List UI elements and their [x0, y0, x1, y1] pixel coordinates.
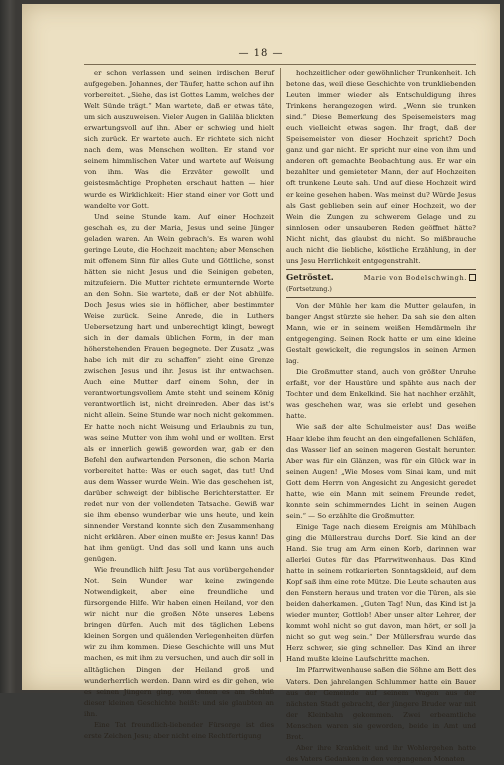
page-number: — 18 — — [238, 48, 284, 59]
left-column — [84, 68, 274, 742]
paragraph: Die Großmutter stand, auch von größter Unruhe erfaßt, vor der Haustüre und spähte aus nach der Tochter und dem Enkelkind. Sie hat nachher erzählt, was geschehen war, was sie erlebt und gesehen hatte. — [286, 368, 476, 421]
paragraph: er schon verlassen und seinen irdischen Beruf aufgegeben. Johannes, der Täufer, hatte schon auf ihn vorbereitet. „Siehe, das ist Gottes Lamm, welches der Welt Sünde trägt.“ Man wartete, daß er etwas täte, um sich auszuweisen. Vieler Augen in Galiläa blickten erwartungsvoll auf ihn. Aber er schwieg und hielt sich zurück. Er wartete auch. Er richtete sich nicht nach dem, was Menschen wollten. Er stand vor seinem himmlischen Vater und wartete auf Weisung von ihm. Was die Erzväter gewollt und geistesmächtige Propheten erschaut hatten — hier wurde es Wirklichkeit: Hier stand einer vor Gott und wandelte vor Gott. — [84, 69, 274, 210]
author-name: Marie von Bodelschwingh. — [363, 273, 467, 282]
paragraph: Und seine Stunde kam. Auf einer Hochzeit geschah es, zu der Maria, Jesus und seine Jünger geladen waren. An Wein gebrach's. Es waren wohl geringe Leute, die Hochzeit machten; aber Menschen mit offenem Sinn für alles Gute und Göttliche, sonst hätten sie nicht Jesus und die Seinigen gebeten, mitzufeiern. Die Mutter richtete ermunternde Worte an den Sohn. Sie wartete, daß er der Not abhülfe. Doch Jesus wies sie in höflicher, aber bestimmter Weise zurück. Seine Anrede, die in Luthers Uebersetzung hart und unberechtigt klingt, bewegt sich in der damals üblichen Form, in der man höherstehenden Frauen begegnete. Der Zusatz „was habe ich mit dir zu schaffen“ zieht eine Grenze zwischen Jesus und ihr. Jesus ist ihr entwachsen. Auch eine Mutter darf einem Sohn, der in verantwortungsvollem Amte steht und seinem König verantwortlich ist, nicht dreinreden. Aber das ist's nicht allein. Seine Stunde war noch nicht gekommen. Er hatte noch nicht Weisung und Erlaubnis zu tun, was seine Mutter von ihm wohl und er wollten. Erst als er innerlich gewiß geworden war, gab er den Befehl den aufwartenden Personen, die schon Maria vorbereitet hatte: Was er euch saget, das tut! Und aus dem Wasser wurde Wein. Wie das geschehen ist, darüber schweigt der biblische Berichterstatter. Er redet nur von der vollendeten Tatsache. Gewiß war sie ihm ebenso wunderbar wie uns heute, und kein sinnender Verstand konnte sich den Zusammenhang nicht erklären. Aber einen mußte er: Jesus kann! Das hat ihm genügt. Und das soll und kann uns auch genügen. — [84, 212, 274, 564]
section-rule — [286, 269, 476, 270]
header-rule — [84, 64, 476, 65]
section-heading — [286, 273, 476, 284]
paragraph: Wie freundlich hilft Jesu Tat aus vorübergehender Not. Sein Wunder war keine zwingende Notwendigkeit, aber eine freundliche und fürsorgende Hilfe. Wir haben einen Heiland, vor den wir nicht nur die großen Nöte unseres Lebens bringen dürfen. Auch mit des täglichen Lebens kleinen Sorgen und quälenden Verlegenheiten dürfen wir zu ihm kommen. Diese Geschichte will uns Mut machen, es mit ihm zu versuchen, und auch dir soll in alltäglichen Dingen der Heiland groß und wunderherrlich werden. Dann wird es dir gehen, wie es seinen Jüngern ging, von denen es am Schluß dieser kleinen Geschichte heißt: und sie glaubten an ihn. — [84, 566, 274, 718]
section-rule — [286, 297, 476, 298]
document-page — [22, 4, 500, 763]
section-author — [364, 273, 476, 284]
paragraph: Von der Mühle her kam die Mutter gelaufen, in banger Angst stürzte sie heher. Da sah sie den alten Mann, wie er in seinem weißen Hemdärmeln ihr entgegenging. Seinen Rock hatte er um eine kleine Gestalt gewickelt, die regungslos in seinen Armen lag. — [286, 301, 476, 366]
right-column — [286, 68, 476, 765]
continuation-note: (Fortsetzung.) — [286, 284, 332, 293]
paragraph: hochzeitlicher oder gewöhnlicher Trunkenheit. Ich betone das, weil diese Geschichte von trunkliebenden Leuten immer wieder als Entschuldigung ihres Trinkens herangezogen wird. „Wenn sie trunken sind.“ Diese Bemerkung des Speisemeisters mag euch vielleicht etwas sagen. Ihr fragt, daß der Speisemeister von dieser Hochzeit spricht? Doch ganz und gar nicht. Er spricht nur eine von ihm und anderen oft gemachte Beobachtung aus. Er war ein bezahlter und gemieteter Mann, der auf Hochzeiten oft trunkene Leute sah. Und auf diese Hochzeit wird er keine gesehen haben. Was meinst du? Würde Jesus als Gast geblieben sein auf einer Hochzeit, wo der Wein die Zungen zu schwerem Gelage und zu sinnlosen oder unsauberen Reden geöffnet hätte? Nicht nicht, das glaubst du nicht. So mißbrauche auch nicht die liebliche, köstliche Erzählung, in der uns Jesu Herrlichkeit entgegenstrahlt. — [286, 69, 476, 265]
paragraph: Im Pfarrwitwenhause saßen die Söhne am Bett des Vaters. Den jahrelangen Schlummer hatte ein Bauer aus der Gemeinde auf seinem Wagen aus der nächsten Stadt gebracht, der jüngere Bruder war mit der Kleinbahn gekommen. Zwei erbeamtliche Menschen waren sie geworden, beide in Amt und Brot. — [286, 666, 476, 741]
column-divider — [280, 68, 281, 662]
section-title: Getröstet. — [286, 272, 334, 283]
paragraph: Aber ihre Krankheit und ihr Wohlergehen hatte des Vaters Gedanken in den vergangenen Monaten — [286, 743, 476, 763]
paragraph: Wie saß der alte Schulmeister aus! Das weiße Haar klebe ihm feucht an den eingefallenen Schläfen, das Wasser lief an seinen mageren Gestalt herunter. Aber was für ein Glänzen, was für ein Glück war in seinen Augen! „Wie Moses vom Sinai kam, und mit Gott dem Herrn von Angesicht zu Angesicht geredet hatte, wie ein Mann mit seinem Freunde redet, konnte sein schimmerndes Licht in seinen Augen sein.“ — So erzählte die Großmutter. — [286, 423, 476, 520]
paragraph: Eine Tat freundlich-liebender Fürsorge ist dies erste Zeichen Jesu; aber nicht eine Rechtfertigung — [84, 720, 274, 740]
square-ornament-icon — [469, 274, 476, 281]
paragraph: Einige Tage nach diesem Ereignis am Mühlbach ging die Müllerstrau durchs Dorf. Sie kind an der Hand. Sie trug am Arm einen Korb, darinnen war allerlei Gutes für das Pfarrwitwenhaus. Das Kind hatte in seinem rotkarierten Sonntagskleid, auf dem Kopf saß ihm eine rote Mütze. Die Leute schauten aus den Fenstern heraus und traten vor die Türen, als sie beiden daherkamen. „Guten Tag! Nun, das Kind ist ja wieder munter, Gottlob! Aber unser alter Lehrer, der kommt wohl nicht so gut davon, man hört, er soll ja nicht so gut weg sein.“ Der Müllersfrau wurde das Herz schwer, sie ging schneller. Das Kind an ihrer Hand mußte kleine Laufschritte machen. — [286, 522, 476, 664]
